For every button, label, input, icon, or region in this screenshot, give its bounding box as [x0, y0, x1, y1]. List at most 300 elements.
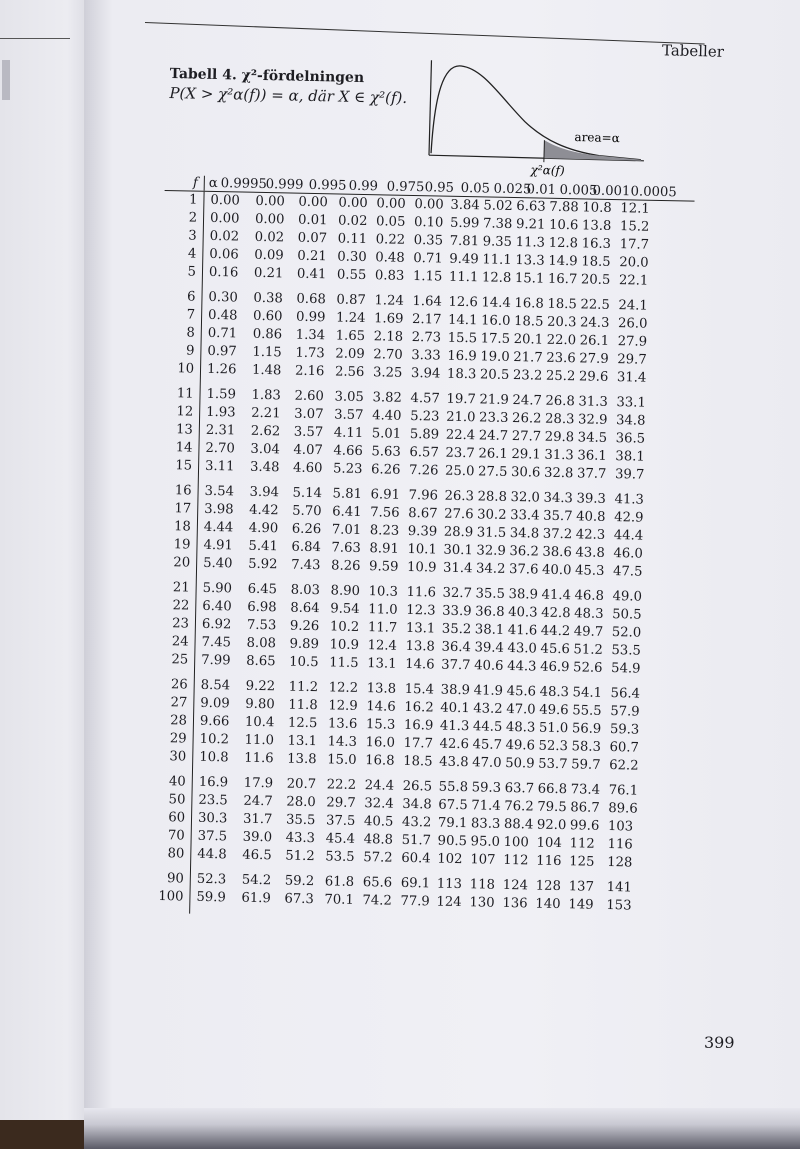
table-cell: 15.2 — [619, 219, 650, 235]
table-cell: 48.3 — [505, 719, 536, 736]
table-cell: 48.3 — [539, 684, 570, 701]
table-cell: 0.00 — [338, 195, 368, 212]
table-cell: 31.3 — [544, 447, 574, 464]
table-cell: 13.1 — [287, 733, 318, 750]
table-cell: 55.8 — [438, 779, 469, 796]
table-cell: 8.64 — [290, 600, 320, 617]
f-value: 22 — [172, 598, 190, 614]
table-cell: 13.8 — [581, 218, 612, 234]
table-cell: 43.2 — [401, 814, 432, 831]
f-value: 11 — [176, 386, 194, 402]
table-cell: 32.9 — [476, 543, 506, 559]
table-cell: 6.41 — [332, 504, 362, 521]
table-cell: 0.48 — [207, 307, 238, 324]
table-cell: 29.7 — [617, 352, 647, 368]
table-cell: 36.4 — [441, 639, 472, 656]
table-cell: 5.89 — [409, 426, 440, 443]
table-cell: 140 — [535, 896, 561, 913]
table-cell: 52.3 — [196, 871, 227, 888]
table-cell: 53.5 — [325, 849, 355, 865]
table-cell: 34.2 — [475, 561, 506, 577]
table-cell: 3.11 — [204, 458, 235, 475]
table-cell: 15.5 — [447, 330, 478, 347]
table-cell: 49.0 — [612, 589, 643, 605]
table-cell: 26.0 — [617, 316, 648, 332]
density-curve — [431, 65, 643, 160]
table-cell: 23.2 — [512, 368, 543, 384]
table-cell: 52.6 — [572, 660, 603, 676]
table-cell: 17.9 — [243, 775, 274, 792]
table-cell: 43.8 — [575, 545, 605, 561]
table-cell: 0.35 — [413, 233, 444, 249]
f-value: 24 — [171, 634, 189, 650]
table-cell: 27.5 — [477, 464, 508, 480]
f-group — [161, 288, 196, 379]
table-cell: 4.57 — [410, 390, 441, 407]
table-cell: 16.3 — [581, 236, 612, 252]
table-cell: 31.3 — [578, 394, 608, 410]
table-cell: 9.35 — [482, 234, 513, 250]
table-cell: 66.8 — [537, 781, 568, 798]
table-cell: 42.9 — [614, 510, 644, 526]
f-value: 27 — [170, 695, 188, 711]
table-cell: 118 — [469, 877, 496, 893]
table-cell: 52.0 — [611, 625, 642, 641]
table-cell: 36.1 — [577, 448, 607, 464]
table-cell: 7.63 — [331, 540, 362, 557]
row-group — [209, 192, 661, 291]
table-cell: 5.81 — [332, 486, 363, 503]
table-cell: 12.5 — [287, 715, 318, 732]
table-cell: 5.99 — [449, 215, 480, 232]
table-cell: 7.88 — [549, 199, 579, 216]
table-cell: 22.1 — [618, 273, 649, 289]
f-group — [157, 482, 192, 573]
table-cell: 130 — [469, 895, 495, 911]
table-cell: 20.7 — [286, 776, 317, 793]
table-cell: 38.6 — [542, 544, 572, 561]
table-cell: 11.1 — [482, 252, 512, 268]
alpha-header-cell: 0.0005 — [630, 184, 677, 201]
table-cell: 59.2 — [284, 873, 315, 890]
table-cell: 3.33 — [411, 347, 441, 364]
table-cell: 40.1 — [440, 700, 470, 717]
table-cell: 6.63 — [516, 199, 546, 215]
table-cell: 71.4 — [471, 798, 501, 814]
table-cell: 51.2 — [573, 642, 604, 658]
table-cell: 46.5 — [242, 847, 272, 864]
table-cell: 12.8 — [481, 270, 512, 286]
table-cell: 42.6 — [439, 736, 470, 753]
table-cell: 26.1 — [478, 446, 508, 462]
table-cell: 18.3 — [446, 366, 477, 383]
table-cell: 11.8 — [288, 697, 318, 714]
table-cell: 43.2 — [473, 701, 503, 717]
table-cell: 112 — [569, 836, 595, 852]
f-value: 14 — [175, 440, 193, 456]
table-cell: 12.1 — [620, 201, 650, 217]
table-cell: 2.21 — [251, 405, 281, 422]
table-cell: 0.21 — [297, 248, 327, 265]
table-cell: 26.1 — [579, 333, 610, 349]
table-cell: 3.54 — [204, 483, 235, 500]
table-cell: 18.5 — [581, 254, 611, 270]
table-cell: 141 — [606, 880, 633, 896]
row-group — [207, 289, 659, 388]
running-head: Tabeller — [661, 41, 725, 61]
table-cell: 24.3 — [579, 315, 610, 331]
row-group — [199, 677, 651, 776]
table-cell: 35.5 — [475, 586, 506, 602]
table-cell: 73.4 — [570, 782, 601, 798]
f-value: 1 — [188, 192, 198, 208]
table-cell: 4.44 — [203, 519, 234, 536]
table-cell: 1.59 — [206, 386, 237, 403]
f-group — [153, 676, 188, 767]
table-cell: 2.16 — [294, 363, 325, 380]
table-cell: 0.00 — [210, 192, 240, 209]
table-cell: 0.22 — [375, 232, 406, 248]
table-cell: 0.00 — [254, 211, 285, 228]
table-cell: 45.6 — [506, 683, 537, 700]
table-cell: 102 — [437, 851, 463, 868]
f-value: 4 — [187, 246, 197, 262]
table-cell: 2.73 — [411, 329, 442, 346]
facing-page-rule — [0, 38, 70, 39]
table-cell: 15.1 — [514, 271, 545, 287]
table-cell: 11.0 — [244, 732, 275, 749]
table-cell: 54.9 — [610, 661, 641, 677]
table-cell: 9.49 — [449, 251, 479, 268]
table-cell: 9.54 — [330, 601, 360, 617]
table-cell: 30.6 — [510, 465, 541, 481]
table-cell: 21.0 — [445, 409, 476, 426]
table-cell: 22.2 — [326, 777, 357, 793]
table-cell: 9.80 — [245, 696, 275, 713]
table-cell: 0.99 — [295, 309, 326, 326]
table-cell: 47.0 — [506, 701, 536, 718]
table-cell: 21.7 — [513, 350, 543, 366]
table-cell: 14.4 — [481, 295, 511, 311]
table-cell: 90.5 — [437, 833, 468, 850]
f-value: 7 — [186, 307, 196, 323]
table-cell: 16.9 — [198, 774, 229, 791]
table-cell: 1.65 — [335, 328, 366, 345]
table-cell: 46.8 — [574, 588, 605, 604]
table-cell: 12.4 — [367, 638, 398, 654]
table-cell: 26.3 — [444, 488, 475, 505]
alpha-header-cell: 0.99 — [348, 178, 379, 195]
table-cell: 15.4 — [404, 681, 435, 698]
table-cell: 0.00 — [298, 194, 328, 211]
table-cell: 41.3 — [439, 718, 470, 735]
alpha-header-cell: 0.005 — [559, 182, 598, 199]
table-cell: 40.0 — [541, 562, 572, 579]
f-value: 28 — [170, 713, 188, 729]
table-cell: 14.6 — [366, 699, 396, 715]
table-cell: 86.7 — [570, 800, 600, 816]
alpha-header-cell: 0.025 — [493, 181, 532, 198]
table-cell: 16.2 — [404, 699, 434, 716]
table-cell: 74.2 — [362, 893, 392, 909]
f-value: 29 — [169, 731, 187, 747]
table-cell: 3.57 — [293, 424, 324, 441]
table-cell: 44.5 — [472, 719, 503, 735]
table-cell: 37.7 — [576, 466, 607, 482]
table-cell: 36.5 — [615, 431, 646, 447]
table-cell: 88.4 — [503, 816, 534, 833]
alpha-header-cell: 0.05 — [460, 180, 491, 197]
table-cell: 18.5 — [403, 753, 433, 770]
alpha-header-cell: 0.95 — [424, 180, 455, 196]
table-cell: 0.02 — [337, 213, 368, 230]
table-cell: 60.4 — [401, 850, 431, 867]
table-cell: 43.0 — [507, 640, 538, 657]
table-cell: 0.68 — [296, 291, 326, 308]
table-cell: 28.8 — [477, 489, 508, 505]
table-cell: 3.04 — [250, 441, 280, 458]
table-cell: 70.1 — [324, 892, 354, 908]
table-cell: 41.4 — [541, 587, 572, 604]
table-cell: 2.56 — [334, 364, 365, 381]
table-cell: 1.93 — [206, 404, 236, 421]
table-cell: 4.07 — [293, 442, 323, 459]
table-cell: 48.3 — [574, 606, 604, 622]
table-cell: 38.1 — [474, 622, 505, 638]
table-cell: 6.84 — [291, 539, 322, 556]
table-cell: 33.9 — [442, 603, 472, 620]
table-cell: 13.8 — [405, 638, 436, 655]
table-cell: 27.9 — [617, 334, 648, 350]
table-cell: 76.1 — [608, 783, 639, 799]
table-body — [150, 191, 694, 923]
table-cell: 11.5 — [329, 655, 359, 671]
table-cell: 7.96 — [408, 487, 439, 504]
table-cell: 99.6 — [569, 818, 600, 834]
alpha-header-cell: 0.9995 — [220, 176, 267, 193]
table-cell: 4.42 — [249, 502, 279, 519]
table-cell: 16.0 — [365, 735, 396, 751]
table-cell: 0.41 — [296, 266, 327, 283]
table-cell: 5.14 — [292, 485, 323, 502]
table-cell: 11.6 — [244, 750, 274, 767]
f-value: 17 — [174, 501, 192, 517]
table-cell: 59.3 — [471, 780, 502, 796]
table-cell: 136 — [502, 895, 528, 912]
table-cell: 53.5 — [611, 643, 642, 659]
table-cell: 11.2 — [288, 679, 319, 696]
table-cell: 89.6 — [608, 801, 638, 817]
table-cell: 40.5 — [363, 814, 394, 830]
table-cell: 34.8 — [402, 796, 432, 813]
table-cell: 36.2 — [509, 543, 539, 560]
table-cell: 2.17 — [411, 311, 442, 328]
f-value: 6 — [186, 289, 196, 305]
table-cell: 0.87 — [336, 292, 366, 309]
table-cell: 8.65 — [246, 653, 276, 670]
table-cell: 17.7 — [403, 735, 434, 752]
table-cell: 26.2 — [511, 411, 542, 427]
table-cell: 29.8 — [544, 429, 575, 446]
table-cell: 44.4 — [613, 528, 644, 544]
table-cell: 44.8 — [197, 846, 227, 863]
f-value: 16 — [174, 483, 192, 499]
table-cell: 49.7 — [573, 624, 604, 640]
table-cell: 7.81 — [449, 233, 480, 250]
table-cell: 137 — [568, 879, 595, 895]
table-cell: 5.40 — [203, 555, 233, 572]
table-cell: 3.82 — [372, 390, 403, 406]
facing-page — [0, 0, 96, 1120]
table-cell: 6.57 — [409, 444, 439, 461]
table-cell: 39.7 — [614, 467, 645, 483]
table-cell: 47.5 — [612, 564, 643, 580]
table-cell: 59.3 — [609, 722, 640, 738]
table-cell: 79.5 — [537, 799, 567, 816]
table-cell: 26.8 — [545, 393, 575, 410]
table-cell: 18.5 — [513, 314, 544, 330]
table-cell: 128 — [535, 878, 562, 895]
table-cell: 8.03 — [290, 582, 321, 599]
table-cell: 0.09 — [254, 247, 284, 264]
table-cell: 12.3 — [406, 602, 436, 619]
table-cell: 40.8 — [576, 509, 606, 525]
table-cell: 8.54 — [200, 677, 231, 694]
table-cell: 13.6 — [327, 716, 358, 732]
table-cell: 10.5 — [289, 654, 319, 671]
table-cell: 1.83 — [251, 387, 282, 404]
table-cell: 6.26 — [291, 521, 322, 538]
table-cell: 1.15 — [412, 268, 443, 285]
table-cell: 34.5 — [577, 430, 608, 446]
table-cell: 0.55 — [336, 267, 367, 284]
table-cell: 7.56 — [370, 505, 400, 521]
table-cell: 3.98 — [204, 501, 234, 518]
table-cell: 45.3 — [574, 563, 605, 579]
table-cell: 17.5 — [480, 331, 511, 347]
table-cell: 11.6 — [406, 584, 437, 601]
table-cell: 14.1 — [447, 312, 478, 329]
table-cell: 7.26 — [408, 462, 439, 479]
table-cell: 0.02 — [209, 228, 240, 245]
table-cell: 116 — [607, 837, 633, 853]
table-cell: 8.90 — [330, 583, 361, 599]
table-cell: 16.7 — [547, 271, 578, 288]
table-cell: 13.1 — [367, 656, 397, 672]
table-cell: 12.9 — [328, 698, 358, 714]
area-label: area=α — [574, 129, 620, 146]
table-cell: 23.5 — [198, 792, 228, 809]
table-cell: 7.43 — [290, 557, 321, 574]
table-cell: 28.3 — [544, 411, 575, 428]
alpha-header-cell: 0.995 — [308, 177, 347, 194]
table-cell: 40.3 — [508, 604, 538, 621]
table-cell: 16.0 — [480, 313, 511, 329]
table-cell: 45.6 — [540, 641, 571, 658]
table-cell: 103 — [607, 819, 634, 835]
table-cell: 39.4 — [474, 640, 505, 656]
table-cell: 67.3 — [284, 891, 314, 908]
table-cell: 5.90 — [202, 580, 233, 597]
table-cell: 1.26 — [206, 361, 237, 378]
f-value: 25 — [171, 652, 189, 668]
table-cell: 26.5 — [402, 778, 433, 795]
table-cell: 20.1 — [513, 332, 544, 348]
table-cell: 77.9 — [400, 893, 430, 910]
table-cell: 38.9 — [440, 682, 471, 699]
f-value: 26 — [170, 677, 188, 693]
table-cell: 5.23 — [332, 461, 363, 478]
table-cell: 0.00 — [209, 210, 240, 227]
table-cell: 10.8 — [582, 200, 612, 216]
table-cell: 34.3 — [543, 490, 574, 507]
table-cell: 112 — [503, 852, 529, 869]
table-cell: 6.40 — [202, 598, 232, 615]
table-cell: 124 — [502, 877, 529, 894]
f-value: 13 — [175, 422, 193, 438]
table-cell: 0.02 — [254, 229, 285, 246]
table-cell: 14.9 — [548, 253, 578, 270]
table-cell: 0.60 — [252, 308, 283, 325]
row-group — [203, 483, 655, 582]
table-cell: 22.0 — [546, 332, 577, 349]
table-cell: 1.73 — [295, 345, 325, 362]
table-cell: 13.3 — [515, 253, 545, 269]
alpha-header-cell: 0.975 — [386, 179, 425, 196]
f-value: 60 — [168, 810, 186, 826]
table-cell: 12.6 — [448, 294, 478, 311]
table-cell: 0.30 — [337, 249, 367, 266]
f-group — [150, 870, 184, 907]
table-cell: 20.0 — [619, 255, 649, 271]
table-cell: 0.16 — [208, 264, 239, 281]
table-cell: 1.34 — [295, 327, 326, 344]
table-cell: 10.4 — [244, 714, 275, 731]
table-cell: 76.2 — [504, 798, 534, 815]
table-cell: 42.8 — [541, 605, 571, 622]
table-cell: 31.5 — [476, 525, 507, 541]
table-cell: 21.9 — [479, 392, 510, 408]
table-cell: 15.3 — [365, 717, 396, 733]
table-cell: 41.9 — [473, 683, 504, 699]
quantile-marker — [544, 140, 545, 162]
table-cell: 50.9 — [505, 755, 535, 772]
table-cell: 35.7 — [543, 508, 573, 525]
f-value: 18 — [173, 519, 192, 535]
table-cell: 59.9 — [196, 889, 226, 906]
table-cell: 9.59 — [368, 559, 399, 575]
table-cell: 116 — [536, 853, 562, 870]
table-cell: 30.1 — [443, 542, 473, 559]
table-cell: 95.0 — [470, 834, 501, 850]
table-cell: 2.31 — [205, 422, 236, 439]
table-cell: 29.6 — [578, 369, 609, 385]
alpha-header-cell: 0.01 — [526, 182, 557, 198]
table-cell: 42.3 — [575, 527, 606, 543]
f-value: 90 — [166, 871, 184, 887]
row-group — [201, 580, 653, 679]
table-cell: 0.05 — [375, 214, 406, 230]
table-cell: 29.7 — [326, 795, 356, 811]
f-value: 100 — [158, 889, 184, 905]
table-cell: 2.70 — [373, 347, 403, 363]
table-cell: 23.7 — [445, 445, 475, 462]
table-cell: 31.4 — [616, 370, 647, 386]
table-cell: 113 — [436, 876, 463, 893]
table-cell: 0.71 — [207, 325, 238, 342]
table-cell: 1.24 — [335, 310, 366, 327]
table-cell: 43.8 — [439, 754, 469, 771]
